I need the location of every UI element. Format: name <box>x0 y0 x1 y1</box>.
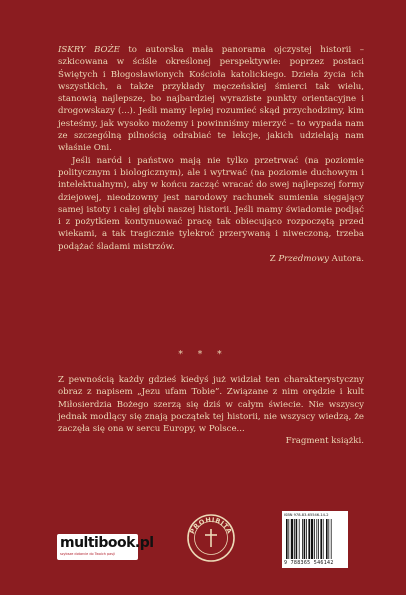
blurb-paragraph-2: Jeśli naród i państwo mają nie tylko przetrwać (na poziomie politycznym i biologicznym), ale i wytrwać (na poziomie duchowym i intelektualnym), aby w końcu zacząć wracać do swej najlepszej formy dziejowej, nieodzowny jest narodowy rachunek sumienia sięgający samej istoty i całej głębi naszej historii. Jeśli mamy świadomie podjąć i z pożytkiem kontynuować pracę tak obiecująco rozpoczętą przed wiekami, a tak tragicznie tylekroć przerywaną i niweczoną, trzeba podążać śladami mistrzów. <box>58 155 364 252</box>
isbn-digits: 9 788365 546142 <box>284 560 334 566</box>
attribution-preface: Przedmowy <box>278 254 329 265</box>
isbn-barcode <box>282 511 348 568</box>
barcode-bars-icon <box>286 519 344 559</box>
excerpt-attribution: Fragment książki. <box>285 436 364 447</box>
seal-text: PROHIBITA <box>188 515 234 536</box>
blurb <box>58 44 364 265</box>
blurb-p1-text: to autorska mała panorama ojczystej historii – szkicowana w ściśle określonej perspektywie: poprzez postaci Świętych i Błogosławionych Kościoła katolickiego. Dzieła życia ich wszystkich, a także przykłady męczeńskiej śmierci tak wielu, stanowią najlepsze, bo najbardziej wyraziste punkty orientacyjne i drogowskazy (...). Jeśli mamy lepiej rozumieć skąd przychodzimy, kim jesteśmy, jak wysoko możemy i powinniśmy mierzyć – to wypada nam ze szczególną pilnością odrabiać te lekcje, jakich udzielają nam właśnie Oni. <box>58 45 365 154</box>
prohibita-seal-icon <box>186 513 236 563</box>
blurb-paragraph-1 <box>58 44 364 155</box>
isbn-label: ISBN 978-83-65546-14-2 <box>284 513 329 517</box>
multibook-logo <box>57 534 154 560</box>
multibook-tagline: szybsze dotarcie do Twoich pasji <box>60 552 115 556</box>
attribution-post: Autora. <box>328 254 364 265</box>
multibook-name: multibook.pl <box>60 535 154 551</box>
section-separator: * * * <box>178 350 228 360</box>
excerpt-text: Z pewnością każdy gdzieś kiedyś już widział ten charakterystyczny obraz z napisem „Jezu ufam Tobie”. Związane z nim orędzie i kult Miłosierdzia Bożego szerzą się dziś w całym świecie. Nie wszyscy jednak modlący się znają początek tej historii, nie wszyscy wiedzą, że zaczęła się ona w sercu Europy, w Polsce... <box>58 375 364 435</box>
book-title: ISKRY BOŻE <box>58 45 120 55</box>
preface-attribution <box>58 253 364 265</box>
excerpt <box>58 374 364 448</box>
attribution-pre: Z <box>269 254 279 265</box>
